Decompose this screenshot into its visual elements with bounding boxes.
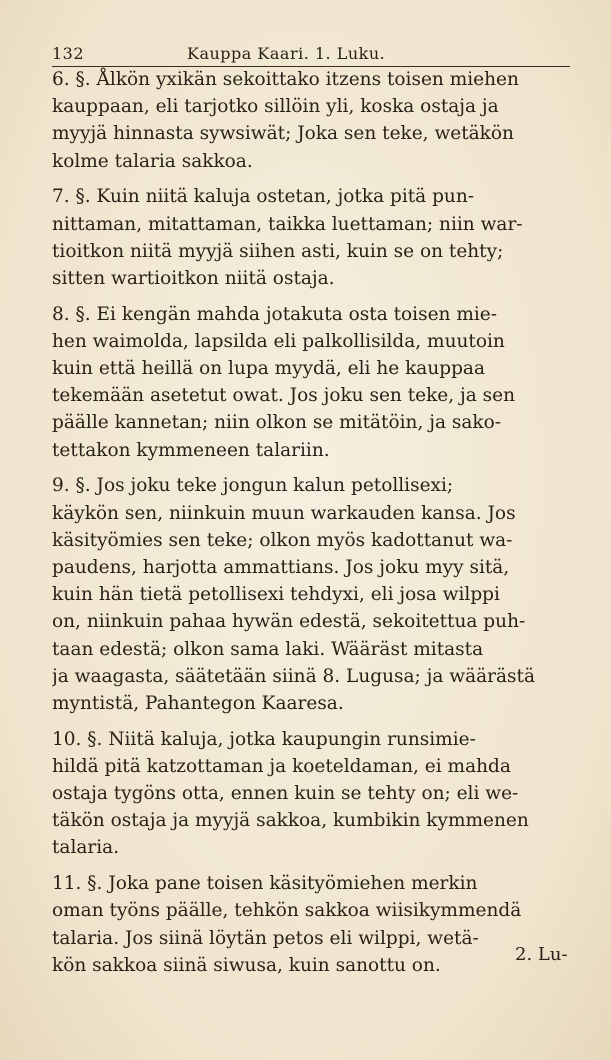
text-line: kuin hän tietä petollisexi tehdyxi, eli josa wilppi [52,584,500,606]
section-10 [52,726,572,862]
text-line: 9. §. Jos joku teke jongun kalun petollisexi; [52,475,454,497]
page-body [52,66,572,988]
text-line: taan edestä; olkon sama laki. Wääräst mitasta [52,638,484,660]
page-number: 132 [52,44,85,63]
text-line: kolme talaria sakkoa. [52,150,253,172]
section-11 [52,870,572,979]
text-line: ostaja tygöns otta, ennen kuin se tehty on; eli we- [52,783,519,805]
text-line: 8. §. Ei kengän mahda jotakuta osta toisen mie- [52,303,497,325]
text-line: myyjä hinnasta sywsiwät; Joka sen teke, wetäkön [52,123,514,145]
text-line: kuin että heillä on lupa myydä, eli he kauppaa [52,358,485,380]
text-line: hildä pitä katzottaman ja koeteldaman, ei mahda [52,755,511,777]
text-line: talaria. Jos siinä löytän petos eli wilppi, wetä- [52,927,479,949]
text-line: tettakon kymmeneen talariin. [52,439,330,461]
text-line: nittaman, mitattaman, taikka luettaman; niin war- [52,213,523,235]
text-line: oman työns päälle, tehkön sakkoa wiisikymmendä [52,900,522,922]
running-header [52,40,572,66]
text-line: käsityömies sen teke; olkon myös kadottanut wa- [52,529,513,551]
text-line: hen waimolda, lapsilda eli palkollisilda, muutoin [52,330,505,352]
text-line: päälle kannetan; niin olkon se mitätöin, ja sako- [52,412,501,434]
text-line: täkön ostaja ja myyjä sakkoa, kumbikin kymmenen [52,810,529,832]
text-line: 11. §. Joka pane toisen käsityömiehen merkin [52,873,478,895]
text-line: myntistä, Pahantegon Kaaresa. [52,692,344,714]
section-6 [52,66,572,175]
running-title: Kauppa Kaari. 1. Luku. [187,44,386,63]
section-9 [52,472,572,717]
text-line: käykön sen, niinkuin muun warkauden kansa. Jos [52,502,516,524]
text-line: 6. §. Ålkön yxikän sekoittako itzens toisen miehen [52,69,519,90]
text-line: talaria. [52,837,120,859]
section-8 [52,301,572,464]
text-line: ja waagasta, säätetään siinä 8. Lugusa; ja wäärästä [52,665,536,687]
text-line: kauppaan, eli tarjotko sillöin yli, koska ostaja ja [52,96,499,118]
text-line: 7. §. Kuin niitä kaluja ostetan, jotka pitä pun- [52,186,475,208]
text-line: paudens, harjotta ammattians. Jos joku myy sitä, [52,556,510,578]
text-line: 10. §. Niitä kaluja, jotka kaupungin runsimie- [52,728,476,750]
text-line: tekemään asetetut owat. Jos joku sen teke, ja sen [52,385,516,407]
text-line: tioitkon niitä myyjä siihen asti, kuin se on tehty; [52,240,504,262]
text-line: kön sakkoa siinä siwusa, kuin sanottu on. [52,954,441,976]
section-7 [52,183,572,292]
text-line: sitten wartioitkon niitä ostaja. [52,267,335,289]
text-line: on, niinkuin pahaa hywän edestä, sekoitettua puh- [52,611,526,633]
catchword: 2. Lu- [515,944,568,965]
